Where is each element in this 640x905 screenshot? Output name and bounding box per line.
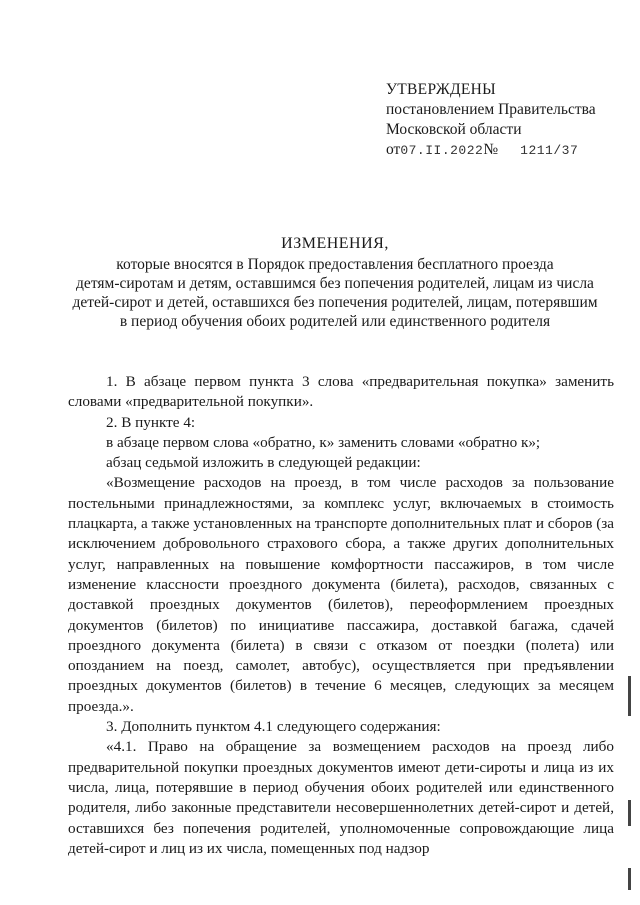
- paragraph-5: «Возмещение расходов на проезд, в том числе расходов за пользование постельными принадлежностями, за комплекс услуг, включаемых в стоимость плацкарта, а также установленных на транспорте дополнительных плат и сборов (за исключением добровольного страхового сбора, а также других дополнительных услуг, направленных на повышение комфортности пассажиров, в том числе изменение классности проездного документа (билета), расходов, связанных с доставкой проездных документов (билетов), переоформлением проездных документов (билетов) по инициативе пассажира, доставкой багажа, сдачей проездного документа (билета) в связи с отказом от поездки (полета) или опозданием на поезд, самолет, автобус), осуществляется при предъявлении проездных документов (билетов) в течение 6 месяцев, следующих за месяцем проезда.».: [68, 474, 614, 715]
- paragraph-7: «4.1. Право на обращение за возмещением расходов на проезд либо предварительной покупки проездных документов имеют дети-сироты и лица из их числа, лица, потерявшие в период обучения обоих родителей или единственного родителя, либо законные представители несовершеннолетних детей-сирот и детей, оставшихся без попечения родителей, уполномоченные сопровождающие лица детей-сирот и лиц из их числа, помещенных под надзор: [68, 738, 614, 857]
- paragraph-4: абзац седьмой изложить в следующей редакции:: [106, 454, 421, 472]
- paragraph-1: 1. В абзаце первом пункта 3 слова «предварительная покупка» заменить словами «предварительной покупки».: [68, 373, 614, 411]
- title-heading: ИЗМЕНЕНИЯ,: [281, 235, 389, 252]
- document-title: [60, 234, 610, 331]
- scan-artifact: [628, 868, 631, 890]
- approval-heading: УТВЕРЖДЕНЫ: [386, 81, 496, 98]
- paragraph-6: 3. Дополнить пунктом 4.1 следующего содержания:: [106, 718, 441, 736]
- document-body: [68, 372, 614, 859]
- number-value: 1211/37: [520, 143, 579, 158]
- title-line: детей-сирот и детей, оставшихся без попечения родителей, лицам, потерявшим: [72, 294, 598, 311]
- approval-date-line: [386, 140, 626, 161]
- number-sign: №: [483, 141, 499, 158]
- title-line: которые вносятся в Порядок предоставления бесплатного проезда: [116, 256, 554, 273]
- date-prefix: от: [386, 141, 401, 158]
- scan-artifact: [628, 676, 631, 716]
- scan-artifact: [628, 800, 631, 826]
- date-value: 07.II.2022: [400, 143, 484, 158]
- paragraph-2: 2. В пункте 4:: [106, 413, 196, 431]
- paragraph-3: в абзаце первом слова «обратно, к» заменить словами «обратно к»;: [106, 433, 541, 451]
- title-line: детям-сиротам и детям, оставшимся без попечения родителей, лицам из числа: [76, 275, 594, 292]
- approval-line-2: Московской области: [386, 121, 522, 138]
- title-line: в период обучения обоих родителей или единственного родителя: [119, 313, 551, 330]
- approval-stamp: [386, 80, 626, 161]
- approval-line-1: постановлением Правительства: [386, 101, 596, 118]
